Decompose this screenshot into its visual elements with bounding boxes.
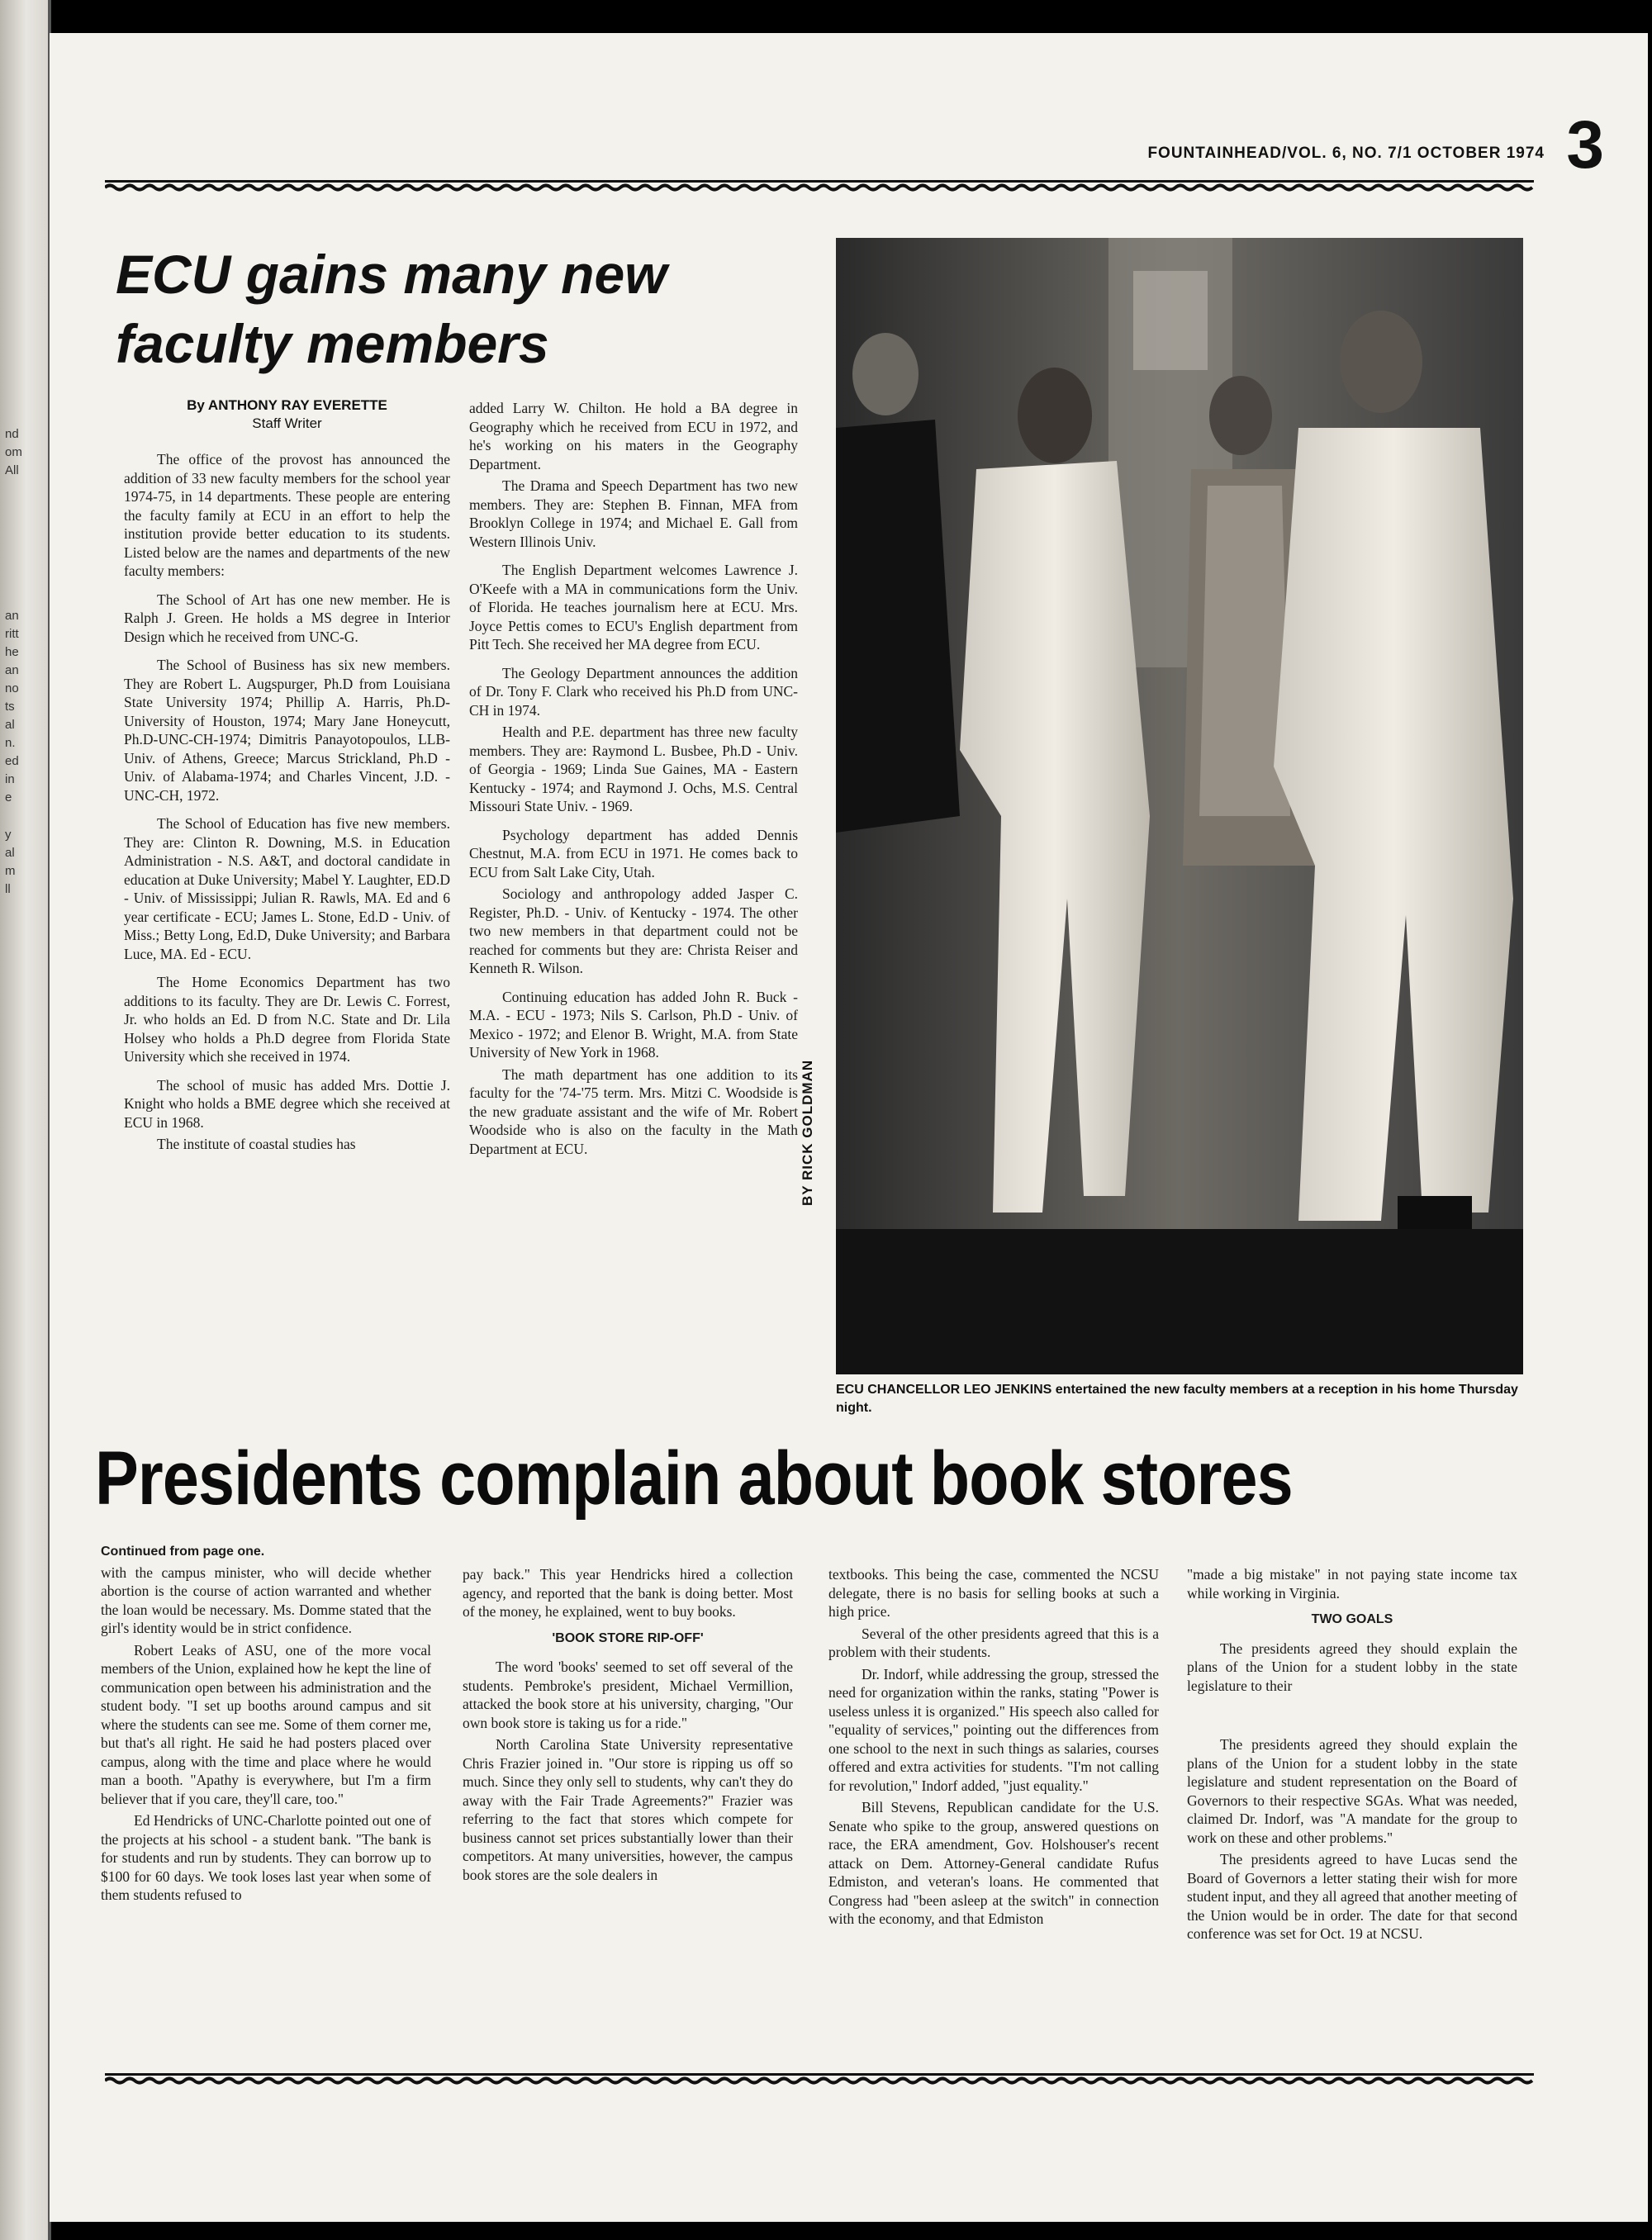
top-rule [105, 180, 1534, 192]
byline-title: Staff Writer [252, 415, 322, 431]
paragraph: Psychology department has added Dennis Chestnut, M.A. from ECU in 1971. He comes back to ECU from Salt Lake City, Utah. [469, 826, 798, 880]
bottom-rule [105, 2073, 1534, 2085]
gutter-text-fragment: al [5, 846, 15, 860]
paragraph: Dr. Indorf, while addressing the group, stressed the need for organization within the ranks, stating "Power is useless unless it is organized." His speech also called for "equality of services," pointing out the differences from one school to the next in such things as salaries, courses offered and extra activities for students. "I'm not calling for revolution," Indorf added, "just equality." [828, 1665, 1159, 1794]
continued-line: Continued from page one. [101, 1545, 265, 1559]
subhead-two-goals: TWO GOALS [1311, 1612, 1393, 1626]
paragraph: The Geology Department announces the addition of Dr. Tony F. Clark who received his Ph.D from UNC-CH in 1974. [469, 664, 798, 719]
article2-column-2 [463, 1565, 793, 2061]
article1-byline [124, 396, 450, 433]
paragraph: Sociology and anthropology added Jasper C. Register, Ph.D. - Univ. of Kentucky - 1974. The other two new members in that department could not be reached for comments but they are: Christa Reiser and Kenneth R. Wilson. [469, 885, 798, 976]
folio: FOUNTAINHEAD/VOL. 6, NO. 7/1 OCTOBER 1974 [1147, 145, 1545, 162]
paragraph: Continuing education has added John R. Buck - M.A. - ECU - 1973; Nils S. Carlson, Ph.D - Univ. of Mexico - 1972; and Elenor B. Wright, M.A. from State University of New York in 1968. [469, 988, 798, 1061]
article2-column-3 [828, 1565, 1159, 2061]
gutter-text-fragment: m [5, 864, 16, 878]
photo-illustration [836, 238, 1523, 1374]
paragraph: The presidents agreed they should explain the plans of the Union for a student lobby in the state legislature and student representation on the Board of Governors to their respective SGAs. What was needed, claimed Dr. Indorf, was "A mandate for the group to work on these and other problems." [1187, 1736, 1517, 1846]
paragraph: The presidents agreed they should explain the plans of the Union for a student lobby in the state legislature to their [1187, 1640, 1517, 1694]
gutter-text-fragment: he [5, 645, 19, 659]
paragraph: The school of music has added Mrs. Dottie J. Knight who holds a BME degree which she received at ECU in 1968. [124, 1076, 450, 1131]
gutter-text-fragment: ed [5, 754, 19, 768]
paragraph: The Drama and Speech Department has two new members. They are: Stephen B. Finnan, MFA from Brooklyn College in 1974; and Michael E. Gall from Western Illinois Univ. [469, 477, 798, 550]
paragraph: The word 'books' seemed to set off several of the students. Pembroke's president, Michael Vermillion, attacked the book store at his university, charging, "Our own book store is taking us for a ride." [463, 1659, 793, 1731]
paragraph: The Home Economics Department has two additions to its faculty. They are Dr. Lewis C. Forrest, Jr. who holds an Ed. D from N.C. State and Dr. Lila Holsey who holds a Ph.D degree from Florida State University which she received in 1974. [124, 974, 450, 1065]
gutter-text-fragment: ritt [5, 627, 19, 641]
gutter-text-fragment: ts [5, 700, 15, 714]
gutter-text-fragment: ll [5, 882, 11, 896]
paragraph: The School of Business has six new members. They are Robert L. Augspurger, Ph.D from Louisiana State University 1974; Phillip A. Harris, Ph.D-University of Houston, 1974; Mary Jane Honeycutt, Ph.D-UNC-CH-1974; Dimitris Panayotopoulos, LLB-Univ. of Athens, Greece; Marcus Strickland, Ph.D - Univ. of Alabama-1974; and Charles Vincent, J.D. - UNC-CH, 1972. [124, 657, 450, 804]
paragraph: added Larry W. Chilton. He hold a BA degree in Geography which he received from ECU in 1972, and he's working on his maters in the Geography Department. [469, 400, 798, 472]
paragraph: Robert Leaks of ASU, one of the more vocal members of the Union, explained how he kept the line of communication open between his administration and the student body. "I set up booths around campus and sit where the students can see me. Some of them corner me, but that's all right. He said he had posters placed over campus, along with the time and place where he would man a booth. "Apathy is everywhere, but I'm a firm believer that if you care, they'll care, too." [101, 1641, 431, 1807]
article2-column-1 [101, 1543, 431, 2055]
gutter-text-fragment: in [5, 772, 15, 786]
article1-column-1 [124, 450, 450, 1404]
paragraph: The English Department welcomes Lawrence J. O'Keefe with a MA in communications form the Univ. of Florida. He teaches journalism here at ECU. Mrs. Joyce Pettis comes to ECU's English department from Pitt Tech. She received her MA degree from ECU. [469, 562, 798, 653]
gutter-text-fragment: nd [5, 427, 19, 441]
byline-name: By ANTHONY RAY EVERETTE [187, 397, 387, 413]
paragraph: Several of the other presidents agreed that this is a problem with their students. [828, 1625, 1159, 1660]
paragraph: The office of the provost has announced the addition of 33 new faculty members for the school year 1974-75, in 14 departments. These people are entering the faculty family at ECU in an effort to help the institution provide better education to its students. Listed below are the names and departments of the new faculty members: [124, 451, 450, 579]
reception-photo [836, 238, 1523, 1374]
paragraph: The School of Art has one new member. He is Ralph J. Green. He holds a MS degree in Interior Design which he received from UNC-G. [124, 591, 450, 645]
gutter-text-fragment: n. [5, 736, 16, 750]
page-number: 3 [1566, 107, 1604, 183]
gutter-text-fragment: no [5, 681, 19, 695]
subhead-book-store: 'BOOK STORE RIP-OFF' [552, 1630, 704, 1645]
paragraph: Bill Stevens, Republican candidate for the U.S. Senate who spike to the group, answered questions on race, the ERA amendment, Gov. Holshouser's recent attack on Dem. Attorney-General candidate Rufus Edmiston, and veteran's loans. He commented that Congress had "been asleep at the switch" in connection with the economy, and that Edmiston [828, 1799, 1159, 1927]
article1-headline: ECU gains many new faculty members [116, 244, 667, 374]
paragraph: The math department has one addition to its faculty for the '74-'75 term. Mrs. Mitzi C. Woodside is the new graduate assistant and the wife of Mr. Robert Woodside who is also on the faculty in the Math Department at ECU. [469, 1065, 798, 1157]
article2-column-4 [1187, 1565, 1517, 2061]
gutter-text-fragment: om [5, 445, 22, 459]
column-gap [1187, 1698, 1517, 1735]
article1-column-2 [469, 399, 798, 1402]
paragraph: with the campus minister, who will decide whether abortion is the course of action warranted and whether the loan would be necessary. Ms. Domme stated that the girl's identity would be in strict confidence. [101, 1564, 431, 1636]
gutter-text-fragment: y [5, 828, 12, 842]
photo-credit: BY RICK GOLDMAN [800, 1059, 815, 1206]
article2-headline: Presidents complain about book stores [95, 1436, 1293, 1521]
paragraph: The School of Education has five new members. They are: Clinton R. Downing, M.S. in Education Administration - N.S. A&T, and doctoral candidate in education at Duke University; Mabel Y. Laughter, ED.D - Univ. of Mississippi; Julian R. Rawls, MA. Ed and 6 year certificate - ECU; James L. Stone, Ed.D - Univ. of Miss.; Betty Long, Ed.D, Duke University; and Barbara Luce, MA. Ed - ECU. [124, 815, 450, 962]
paragraph: North Carolina State University representative Chris Frazier joined in. "Our store is ripping us off so much. Since they only sell to students, why can't they do away with the Fair Trade Agreements?" Frazier was referring to the fact that stores which compete for business cannot set prices substantially lower than their competitors. At many universities, however, the campus book stores are the sole dealers in [463, 1736, 793, 1883]
gutter-text-fragment: an [5, 609, 19, 623]
page-gutter [0, 0, 51, 2240]
gutter-text-fragment: e [5, 790, 12, 804]
gutter-text-fragment: an [5, 663, 19, 677]
paragraph: Ed Hendricks of UNC-Charlotte pointed out one of the projects at his school - a student bank. "The bank is for students and run by students. They can borrow up to $100 for 60 days. We took loses last year when some of them students refused to [101, 1812, 431, 1903]
photo-caption: ECU CHANCELLOR LEO JENKINS entertained the new faculty members at a reception in his home Thursday night. [836, 1383, 1518, 1415]
paragraph: The institute of coastal studies has [157, 1136, 356, 1152]
gutter-text-fragment: al [5, 718, 15, 732]
paragraph: The presidents agreed to have Lucas send the Board of Governors a letter stating their wish for more student input, and they all agreed that another meeting of the Union would be in order. The date for that second conference was set for Oct. 19 at NCSU. [1187, 1851, 1517, 1942]
gutter-text-fragment: All [5, 463, 19, 477]
paragraph: "made a big mistake" in not paying state income tax while working in Virginia. [1187, 1566, 1517, 1602]
paragraph: Health and P.E. department has three new faculty members. They are: Raymond L. Busbee, Ph.D - Univ. of Georgia - 1969; Linda Sue Gaines, MA - Eastern Kentucky - 1974; and Raymond J. Ochs, M.S. Central Missouri State Univ. - 1969. [469, 724, 798, 814]
paragraph: textbooks. This being the case, commented the NCSU delegate, there is no basis for selling books at such a high price. [828, 1566, 1159, 1620]
paragraph: pay back." This year Hendricks hired a collection agency, and reported that the bank is doing better. Most of the money, he explained, went to buy books. [463, 1566, 793, 1620]
